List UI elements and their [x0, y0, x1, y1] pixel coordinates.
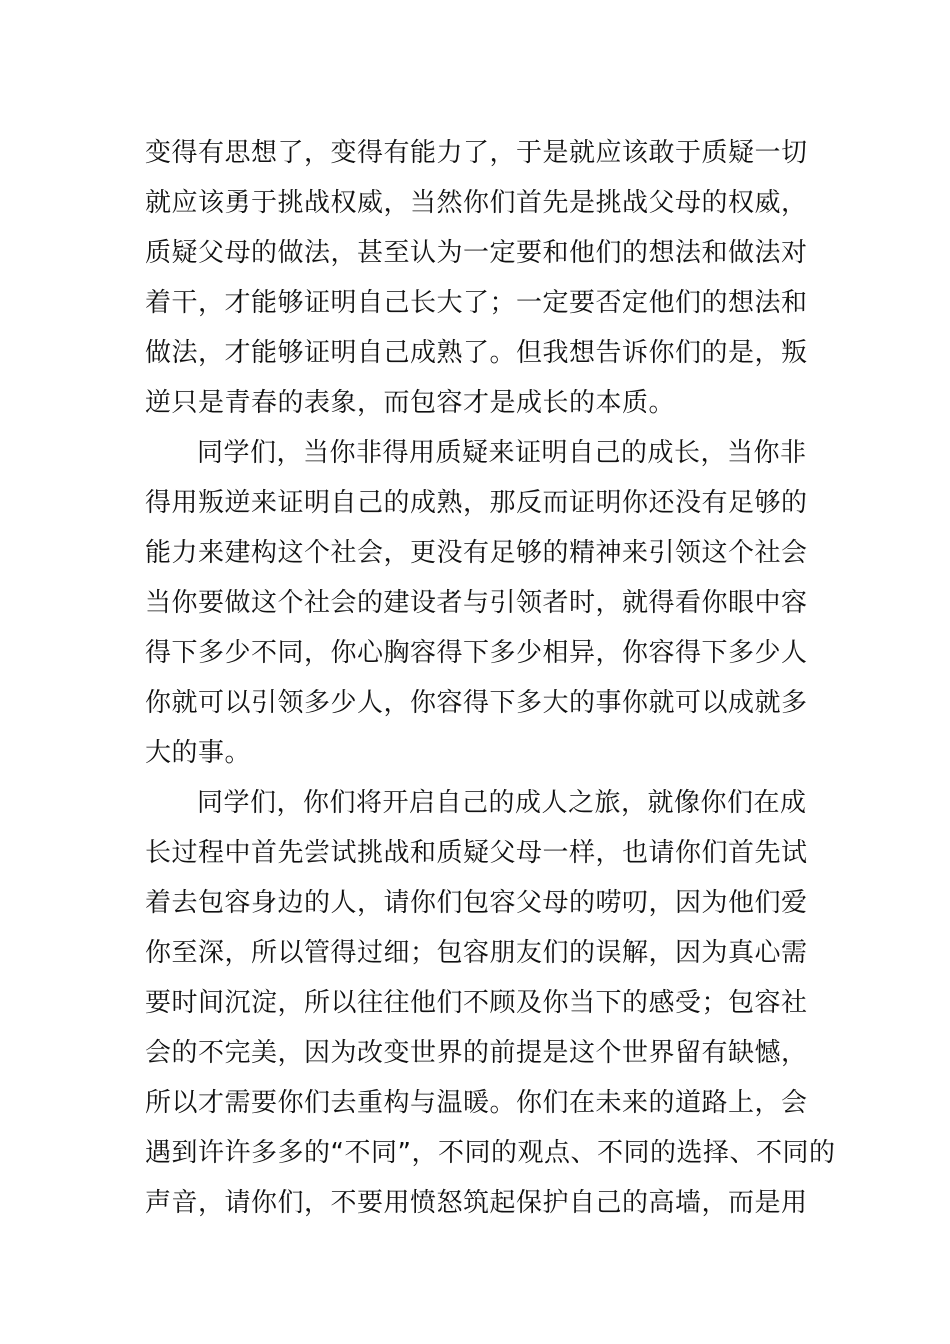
text-line: 所以才需要你们去重构与温暖。你们在未来的道路上，会 [145, 1088, 808, 1118]
text-line: 就应该勇于挑战权威，当然你们首先是挑战父母的权威， [145, 188, 808, 218]
text-line: 大的事。 [145, 738, 252, 768]
text-line: 逆只是青春的表象，而包容才是成长的本质。 [145, 388, 676, 418]
text-line: 做法，才能够证明自己成熟了。但我想告诉你们的是，叛 [145, 338, 808, 368]
text-line: 着干，才能够证明自己长大了；一定要否定他们的想法和 [145, 288, 808, 318]
text-line: 你就可以引领多少人，你容得下多大的事你就可以成就多 [145, 688, 808, 718]
text-line: 能力来建构这个社会，更没有足够的精神来引领这个社会 [145, 538, 808, 568]
text-line: 当你要做这个社会的建设者与引领者时，就得看你眼中容 [145, 588, 808, 618]
paragraph-start-line: 同学们，你们将开启自己的成人之旅，就像你们在成 [197, 788, 807, 818]
text-line: 得用叛逆来证明自己的成熟，那反而证明你还没有足够的 [145, 488, 808, 518]
text-line: 声音，请你们，不要用愤怒筑起保护自己的高墙，而是用 [145, 1188, 808, 1218]
text-line: 遇到许许多多的“不同”，不同的观点、不同的选择、不同的 [145, 1138, 836, 1168]
text-line: 你至深，所以管得过细；包容朋友们的误解，因为真心需 [145, 938, 808, 968]
text-line: 质疑父母的做法，甚至认为一定要和他们的想法和做法对 [145, 238, 808, 268]
text-line: 变得有思想了，变得有能力了，于是就应该敢于质疑一切 [145, 138, 808, 168]
text-line: 着去包容身边的人，请你们包容父母的唠叨，因为他们爱 [145, 888, 808, 918]
text-line: 长过程中首先尝试挑战和质疑父母一样，也请你们首先试 [145, 838, 808, 868]
text-line: 会的不完美，因为改变世界的前提是这个世界留有缺憾， [145, 1038, 808, 1068]
paragraph-start-line: 同学们，当你非得用质疑来证明自己的成长，当你非 [197, 438, 807, 468]
text-line: 要时间沉淀，所以往往他们不顾及你当下的感受；包容社 [145, 988, 808, 1018]
text-line: 得下多少不同，你心胸容得下多少相异，你容得下多少人 [145, 638, 808, 668]
body-text [145, 128, 836, 1228]
